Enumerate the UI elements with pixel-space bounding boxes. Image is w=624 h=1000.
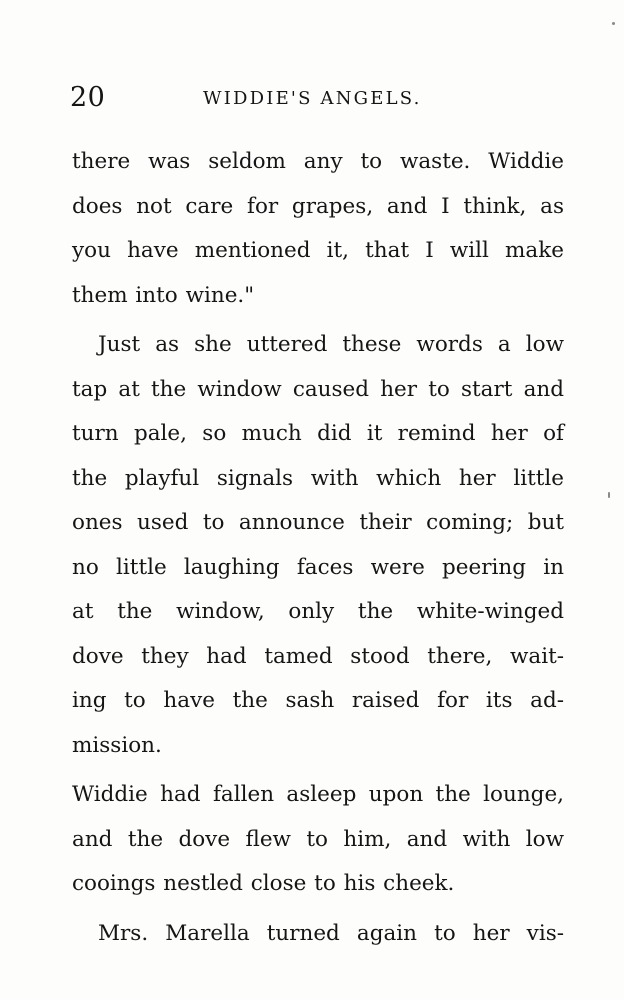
text-line: the playful signals with which her little	[72, 465, 564, 491]
text-line: tap at the window caused her to start and	[72, 376, 564, 402]
text-line: turn pale, so much did it remind her of	[72, 421, 564, 446]
paragraph-4	[72, 912, 564, 957]
text-line: cooings nestled close to his cheek.	[72, 871, 455, 896]
text-line: and the dove flew to him, and with low	[72, 826, 564, 852]
text-line: them into wine."	[72, 282, 255, 308]
paragraph-3	[72, 773, 564, 907]
paragraph-1	[72, 140, 564, 318]
paper-speck	[612, 22, 615, 25]
running-head: WIDDIE'S ANGELS.	[203, 88, 422, 109]
text-line: Mrs. Marella turned again to her vis-	[98, 920, 564, 946]
text-line: ing to have the sash raised for its ad-	[72, 688, 564, 713]
text-line: you have mentioned it, that I will make	[72, 238, 564, 263]
text-line: ones used to announce their coming; but	[72, 510, 564, 535]
body-text	[72, 140, 564, 961]
text-line: Widdie had fallen asleep upon the lounge,	[72, 782, 564, 807]
text-line: at the window, only the white-winged	[72, 599, 564, 624]
page-header	[70, 80, 564, 116]
text-line: dove they had tamed stood there, wait-	[72, 643, 564, 669]
text-line: Just as she uttered these words a low	[98, 332, 564, 357]
paragraph-2	[72, 323, 564, 768]
page-number: 20	[70, 82, 106, 113]
text-line: no little laughing faces were peering in	[72, 554, 564, 580]
paper-speck	[608, 492, 610, 498]
text-line: mission.	[72, 732, 162, 758]
text-line: does not care for grapes, and I think, as	[72, 193, 564, 219]
text-line: there was seldom any to waste. Widdie	[72, 149, 564, 174]
